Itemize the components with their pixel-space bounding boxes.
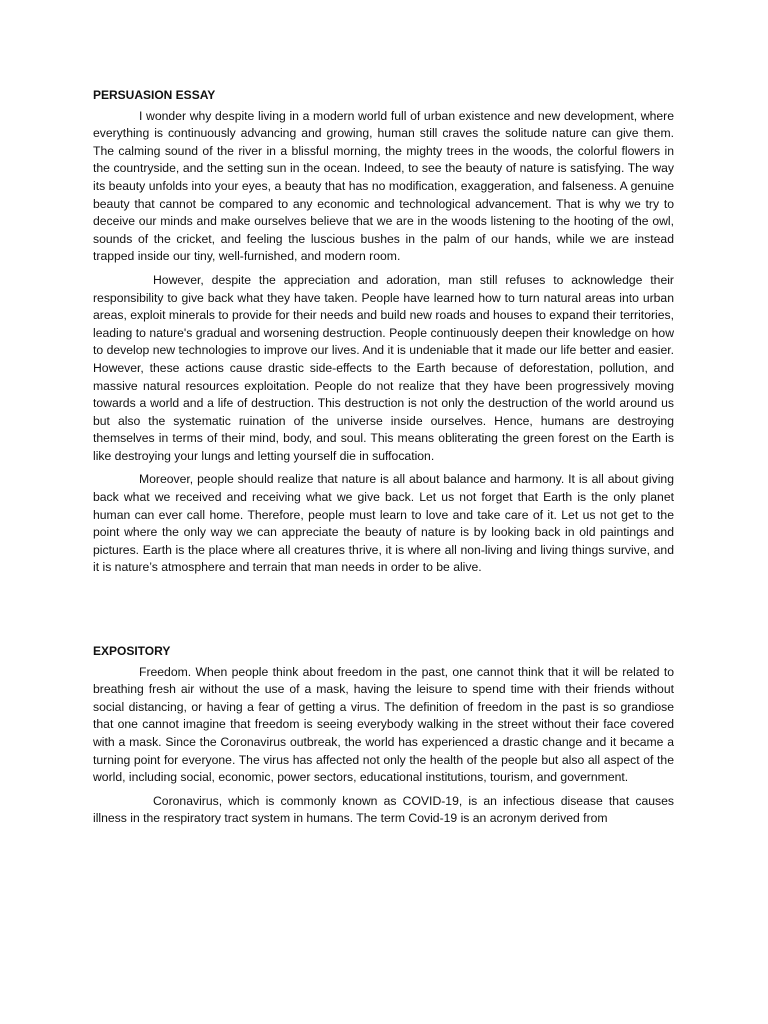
paragraph: I wonder why despite living in a modern world full of urban existence and new development, where everything is continuously advancing and growing, human still craves the solitude nature can give them. The calming sound of the river in a blissful morning, the mighty trees in the woods, the colorful flowers in the countryside, and the setting sun in the ocean. Indeed, to see the beauty of nature is satisfying. The way its beauty unfolds into your eyes, a beauty that has no modification, exaggeration, and falseness. A genuine beauty that cannot be compared to any economic and technological advancement. That is why we try to deceive our minds and make ourselves believe that we are in the woods listening to the hooting of the owl, sounds of the cricket, and feeling the luscious bushes in the palm of our hands, while we are instead trapped inside our tiny, well-furnished, and modern room. — [93, 108, 674, 264]
section-spacer — [93, 583, 674, 643]
paragraph: However, despite the appreciation and adoration, man still refuses to acknowledge their responsibility to give back what they have taken. People have learned how to turn natural areas into urban areas, exploit minerals to provide for their needs and build new roads and houses to expand their territories, leading to nature's gradual and worsening destruction. People continuously deepen their knowledge on how to develop new technologies to improve our lives. And it is undeniable that it made our life better and easier. However, these actions cause drastic side-effects to the Earth because of deforestation, pollution, and massive natural resources exploitation. People do not realize that they have been progressively moving towards a world and a life of destruction. This destruction is not only the destruction of the world around us but also the systematic ruination of the universe inside ourselves. Hence, humans are destroying themselves in terms of their mind, body, and soul. This means obliterating the green forest on the Earth is like destroying your lungs and letting yourself die in suffocation. — [93, 272, 674, 463]
section-heading-persuasion: PERSUASION ESSAY — [93, 88, 216, 102]
paragraph: Moreover, people should realize that nature is all about balance and harmony. It is all about giving back what we received and receiving what we give back. Let us not forget that Earth is the only planet human can ever call home. Therefore, people must learn to love and take care of it. Let us not get to the point where the only way we can appreciate the beauty of nature is by looking back in old paintings and pictures. Earth is the place where all creatures thrive, it is where all non-living and living things survive, and it is nature’s atmosphere and terrain that man needs in order to be alive. — [93, 472, 674, 575]
section-heading-expository: EXPOSITORY — [93, 644, 171, 659]
paragraph: Freedom. When people think about freedom in the past, one cannot think that it will be related to breathing fresh air without the use of a mask, having the leisure to spend time with their friends without social distancing, or having a fear of getting a virus. The definition of freedom in the past is so grandiose that one cannot imagine that freedom is seeing everybody walking in the street without their face covered with a mask. Since the Coronavirus outbreak, the world has experienced a drastic change and it became a turning point for everyone. The virus has affected not only the health of the people but also all aspect of the world, including social, economic, power sectors, educational institutions, tourism, and government. — [93, 664, 674, 785]
document-body — [93, 87, 674, 834]
paragraph: Coronavirus, which is commonly known as COVID-19, is an infectious disease that causes illness in the respiratory tract system in humans. The term Covid-19 is an acronym derived from — [93, 793, 674, 826]
